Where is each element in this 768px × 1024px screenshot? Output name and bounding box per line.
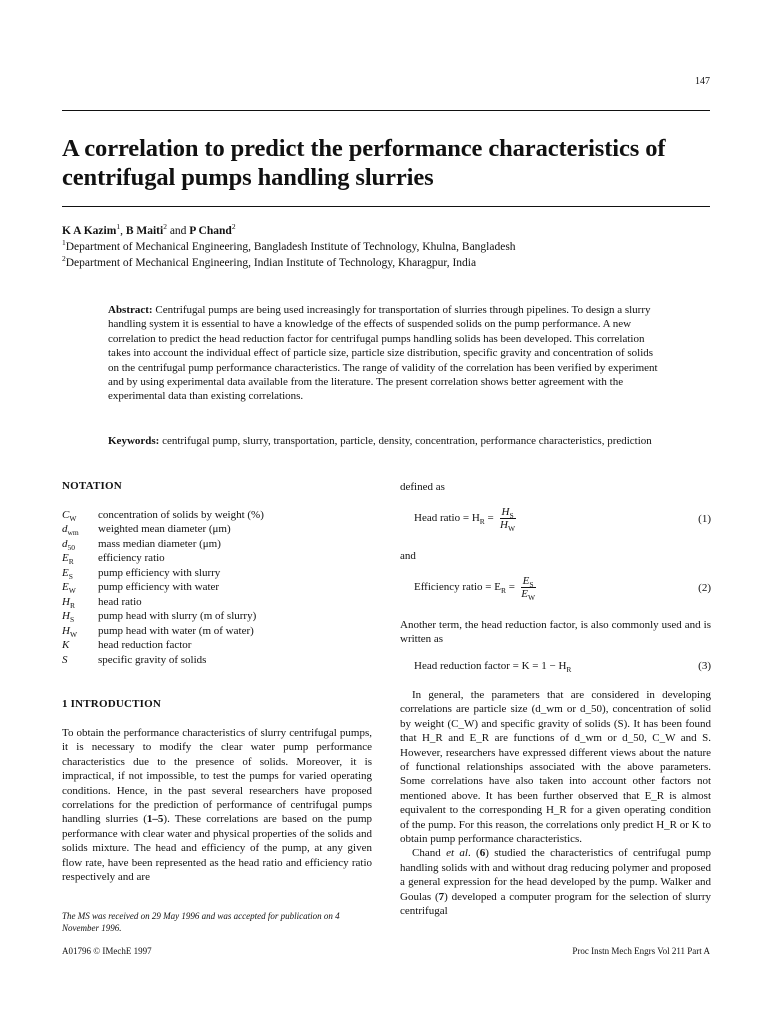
notation-description: mass median diameter (μm)	[98, 537, 221, 550]
journal-footer: Proc Instn Mech Engrs Vol 211 Part A	[572, 946, 710, 956]
paper-title: A correlation to predict the performance characteristics of centrifugal pumps handling slurries	[62, 135, 666, 191]
notation-row	[62, 653, 264, 667]
notation-heading: NOTATION	[62, 480, 122, 492]
eq2-fraction: $\frac{E_S}{E_W}$	[521, 575, 536, 603]
notation-description: specific gravity of solids	[98, 653, 207, 666]
notation-row	[62, 609, 264, 623]
eq3-text: Head reduction factor = K = 1 − H	[414, 660, 567, 672]
notation-symbol: $E_R$	[62, 552, 74, 567]
defined-as: defined as	[400, 481, 445, 493]
top-rule	[62, 110, 710, 111]
notation-row	[62, 537, 264, 551]
general-paragraph: In general, the parameters that are considered in developing correlations are particle size (d_wm or d_50), concentration of solid by weight (C_W) and specific gravity of solids (S). It has been found that H_R and E_R are functions of d_wm or d_50, C_W and S. However, researchers have expressed different views about the nature of functional relationships associated with the above parameters. Some correlations have also taken into account other factors not mentioned above. It has been further observed that E_R is almost equivalent to the corresponding H_R for a given operating condition of the pump. For this reason, the correlations only predict H_R or K to obtain pump performance characteristics.	[400, 689, 711, 846]
affiliation-2	[62, 256, 476, 270]
abstract	[108, 303, 664, 404]
notation-row	[62, 624, 264, 638]
equation-number: (2)	[698, 581, 711, 594]
notation-row	[62, 566, 264, 580]
equation-2: Efficiency ratio = $E_R$ = $\frac{E_S}{E_W}$ (2)	[414, 575, 711, 603]
equation-1: Head ratio = $H_R$ = $\frac{H_S}{H_W}$ (1)	[414, 506, 711, 534]
keywords	[108, 434, 664, 448]
notation-symbol: $C_W$	[62, 509, 77, 524]
affiliation-1	[62, 240, 516, 254]
affiliation-text: Department of Mechanical Engineering, Bangladesh Institute of Technology, Khulna, Bangladesh	[65, 241, 516, 253]
keywords-text: centrifugal pump, slurry, transportation, particle, density, concentration, performance characteristics, prediction	[162, 435, 652, 447]
chand-paragraph: Chand et al. (6) studied the characteristics of centrifugal pump handling solids with and without drag reducing polymer and proposed a general expression for the head developed by the pump. Walker and Goulas (7) developed a computer program for the selection of slurry centrifugal	[400, 847, 711, 918]
notation-symbol: $d_{wm}$	[62, 523, 79, 538]
author-list: K A Kazim$^1$, B Maiti$^2$ and P Chand$^2$	[62, 222, 236, 237]
eq1-text: Head ratio = H	[414, 512, 480, 525]
author-name: B Maiti	[125, 225, 164, 237]
equation-number: (3)	[698, 660, 711, 672]
author-sup: 1	[116, 222, 121, 232]
author-sup: 2	[231, 222, 236, 232]
notation-row	[62, 522, 264, 536]
another-term-text: Another term, the head reduction factor, is also commonly used and is written as	[400, 619, 711, 646]
equation-number: (1)	[698, 512, 711, 525]
copyright-footer: A01796 © IMechE 1997	[62, 946, 152, 956]
author-name: P Chand	[189, 225, 232, 237]
equation-3: Head reduction factor = $K = 1 - H_R$ (3)	[414, 660, 711, 675]
notation-symbol: $E_S$	[62, 566, 73, 581]
citation: 1–5	[146, 813, 164, 826]
notation-description: concentration of solids by weight (%)	[98, 509, 264, 521]
notation-row	[62, 551, 264, 565]
notation-symbol: $H_W$	[62, 624, 78, 639]
affiliation-text: Department of Mechanical Engineering, Indian Institute of Technology, Kharagpur, India	[65, 257, 477, 269]
notation-description: efficiency ratio	[98, 552, 165, 565]
notation-symbol: $d_{50}$	[62, 537, 75, 553]
right-column-text	[400, 688, 711, 919]
citation: 7	[438, 890, 445, 903]
intro-paragraph-end: ). These correlations are based on the pump performance with clear water and physical properties of the solids and solids mixture. The head and efficiency of the pump, at any given flow rate, have been represented as the head ratio and efficiency ratio respectively and are	[62, 813, 373, 884]
author-sup: 2	[163, 222, 167, 232]
notation-symbol: $H_S$	[62, 610, 75, 625]
notation-row	[62, 638, 264, 652]
notation-row	[62, 508, 264, 522]
affiliation-sup: 2	[62, 254, 66, 264]
introduction-text	[62, 726, 372, 884]
notation-description: pump head with water (m of water)	[98, 624, 254, 637]
title-rule	[62, 206, 710, 207]
and-text: and	[400, 550, 416, 562]
notation-description: head ratio	[98, 595, 142, 608]
introduction-heading: 1 INTRODUCTION	[62, 698, 162, 710]
notation-list	[62, 508, 264, 667]
notation-description: weighted mean diameter (μm)	[98, 523, 231, 536]
received-footnote: The MS was received on 29 May 1996 and was accepted for publication on 4 November 1996.	[62, 911, 340, 933]
notation-description: pump head with slurry (m of slurry)	[98, 610, 257, 623]
affiliation-sup: 1	[62, 238, 66, 248]
notation-symbol: S	[62, 653, 68, 666]
author-conjunction: and	[166, 225, 190, 237]
notation-description: pump efficiency with water	[98, 581, 220, 594]
notation-row	[62, 580, 264, 594]
notation-symbol: K	[62, 639, 70, 652]
author-name: K A Kazim	[62, 225, 117, 237]
citation: 6	[479, 847, 486, 860]
notation-row	[62, 595, 264, 609]
abstract-label: Abstract:	[108, 304, 153, 316]
eq1-fraction: $\frac{H_S}{H_W}$	[500, 506, 516, 534]
intro-paragraph: To obtain the performance characteristics of slurry centrifugal pumps, it is necessary to modify the clear water pump performance characteristics due to the presence of solids. Moreover, it is impractical, if not impossible, to test the pumps for varied operating conditions. Hence, in the past several researchers have proposed correlations for the prediction of performance of centrifugal pumps handling slurries (	[62, 727, 372, 826]
notation-symbol: $H_R$	[62, 595, 75, 610]
keywords-label: Keywords:	[108, 435, 160, 447]
eq2-text: Efficiency ratio = E	[414, 581, 501, 594]
page-number: 147	[695, 76, 710, 87]
abstract-text: Centrifugal pumps are being used increasingly for transportation of slurries through pipelines. To design a slurry handling system it is essential to have a knowledge of the effects of suspended solids on the pump performance. A new correlation to predict the head reduction factor for centrifugal pumps handling solids has been developed. This correlation takes into account the individual effect of particle size, particle size distribution, specific gravity and concentration of solids on the centrifugal pump performance characteristics. The range of validity of the correlation has been verified by experiment and by using experimental data available from the literature. The present correlation shows better agreement with the experimental data than existing correlations.	[108, 304, 658, 403]
notation-description: head reduction factor	[98, 639, 192, 652]
notation-symbol: $E_W$	[62, 581, 76, 596]
notation-description: pump efficiency with slurry	[98, 566, 221, 579]
